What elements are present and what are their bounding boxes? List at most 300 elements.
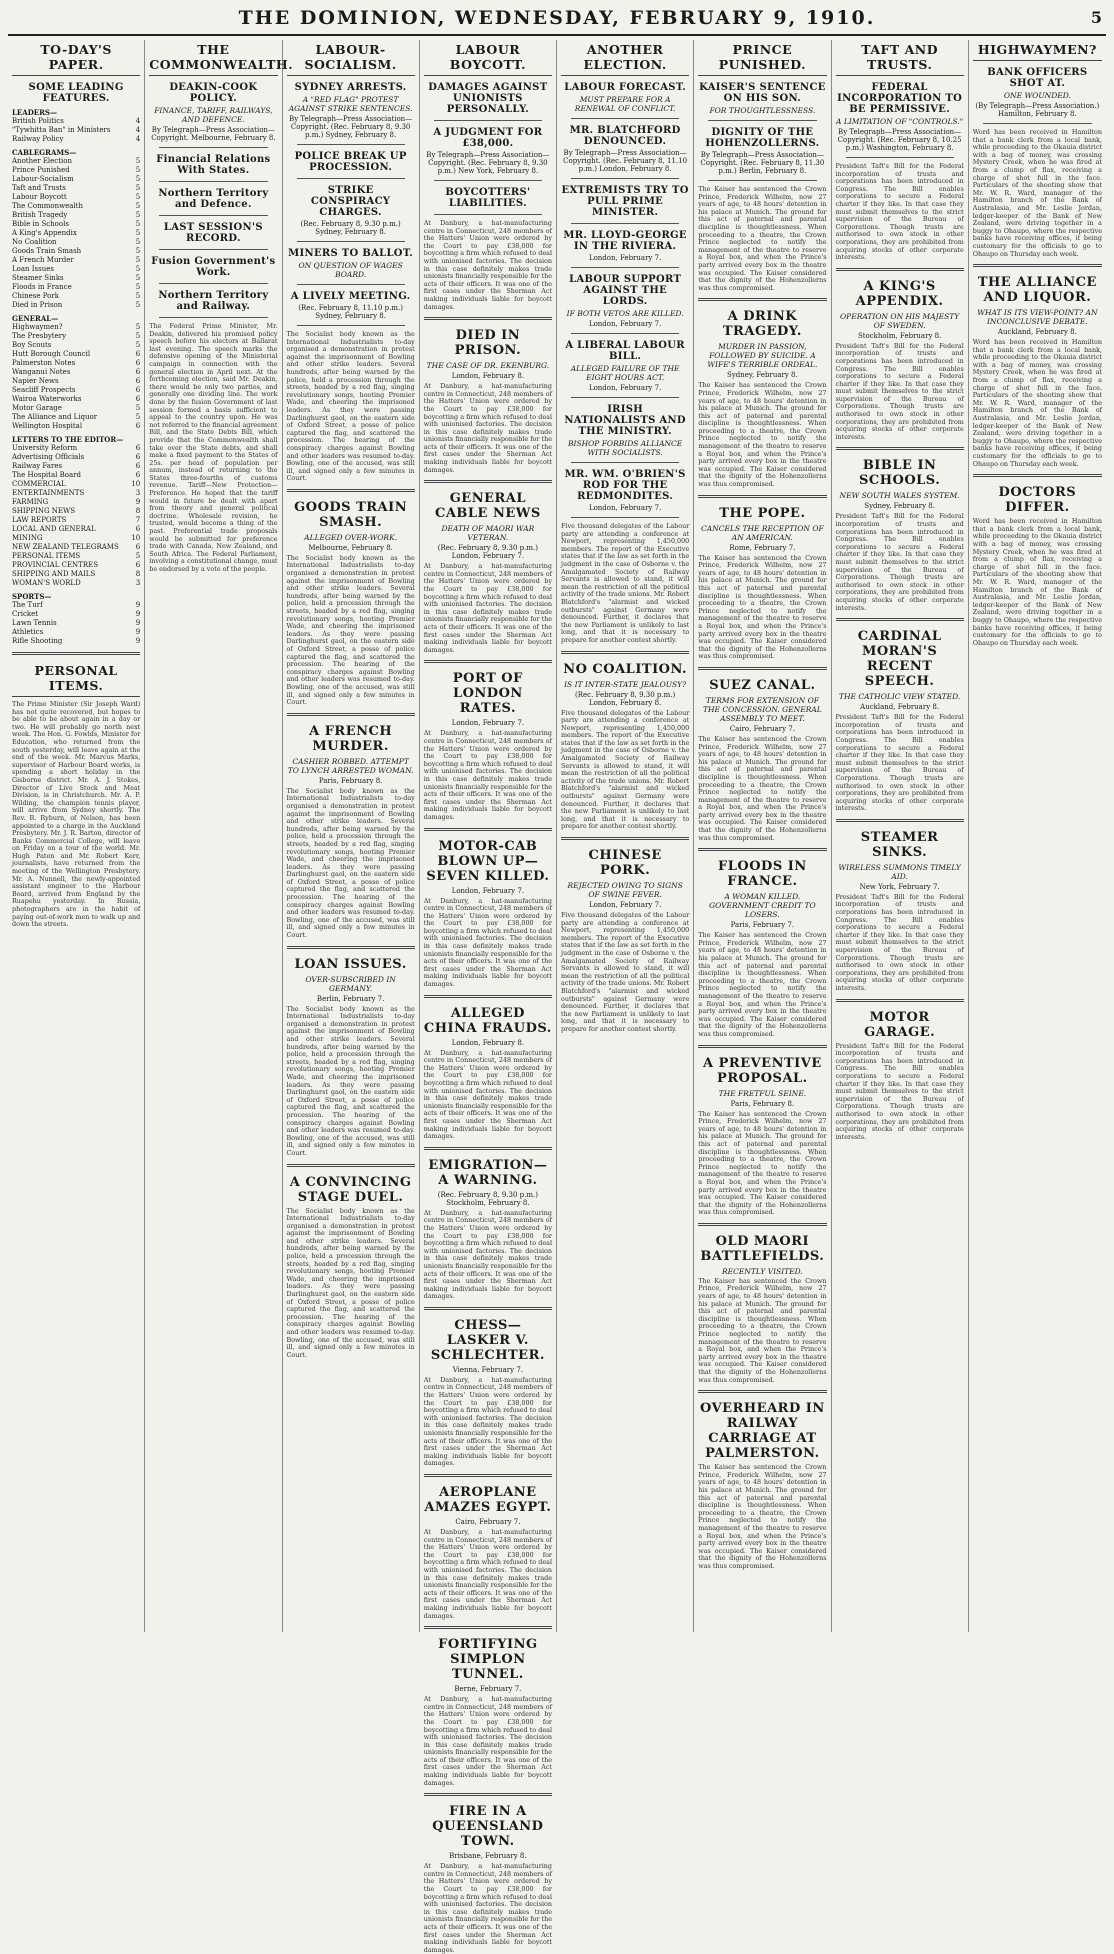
index-entry-label: NEW ZEALAND TELEGRAMS [12, 543, 119, 551]
article-body-continued: The Socialist body known as the International Industrialists to-day organised a demonstration in protest against the imprisonment of Bowling and other strike leaders. Several hundreds, after being warned by the police, held a procession through the streets, headed by a red flag, singing revolutionary songs, hooting Premier Wade, and cheering the imprisoned leaders. As they were passing Darlinghurst gaol, on the eastern side of Oxford Street, a posse of police captured the flag, and scattered the procession. The hearing of the conspiracy charges against Bowling and other leaders was resumed to-day. Bowling, one of the accused, was still ill, and signed only a few minutes in Court. [286, 786, 415, 940]
story-headline: Northern Territory and Defence. [158, 188, 269, 210]
story-headline-large: DIED IN PRISON. [454, 328, 522, 359]
divider [698, 667, 826, 670]
index-entry-label: FARMING [12, 498, 49, 506]
story-dateline: Vienna, February 7. [452, 1365, 524, 1374]
column-headline: LABOUR BOYCOTT. [424, 40, 552, 76]
divider [287, 489, 415, 492]
feature-index [12, 108, 140, 646]
story-subheading: OVER-SUBSCRIBED IN GERMANY. [305, 974, 396, 993]
column-headline: TO-DAY'S PAPER. [12, 40, 140, 76]
index-entry-page: 5 [135, 265, 141, 273]
divider [836, 268, 964, 271]
divider [698, 848, 826, 851]
story-headline: STRIKE CONSPIRACY CHARGES. [310, 185, 391, 218]
story-subheading: IF BOTH VETOS ARE KILLED. [566, 309, 684, 318]
divider [571, 267, 679, 268]
index-entry-page: 9 [135, 637, 141, 645]
divider [287, 713, 415, 716]
story-headline: Financial Relations With States. [156, 154, 271, 176]
index-entry-page: 5 [135, 323, 141, 331]
story-dateline: Berne, February 7. [454, 1685, 522, 1694]
column-headline: THE COMMONWEALTH. [149, 40, 277, 76]
index-entry-page: 5 [135, 166, 141, 174]
index-entry-label: Athletics [12, 628, 44, 636]
index-entry [12, 247, 140, 256]
article-body: President Taft's Bill for the Federal incorporation of trusts and corporations has been introduced in Congress. The Bill enables corporations to secure a Federal charter if they like. In that case they must submit themselves to the strict supervision of the Bureau of Corporations. Though trusts are authorised to own stock in other corporations, they are prohibited from acquiring stocks of other corporate interests. [835, 162, 964, 262]
column-headline: PRINCE PUNISHED. [698, 40, 826, 76]
index-entry-page: 9 [135, 628, 141, 636]
index-entry [12, 525, 140, 534]
divider [846, 157, 954, 158]
index-entry-label: Floods in France [12, 283, 72, 291]
story-dateline: Cairo, February 7. [729, 724, 795, 733]
story-subheading: WHAT IS ITS VIEW-POINT? AN INCONCLUSIVE DEBATE. [977, 308, 1098, 327]
divider [973, 474, 1102, 477]
divider [424, 1793, 552, 1796]
index-entry [12, 601, 140, 610]
index-section-heading: LETTERS TO THE EDITOR— [12, 435, 124, 444]
divider [561, 837, 689, 840]
story-headline-large: MOTOR GARAGE. [864, 1009, 936, 1040]
index-entry [12, 507, 140, 516]
index-entry-page: 5 [135, 283, 141, 291]
index-section-heading: GENERAL— [12, 314, 59, 323]
index-entry [12, 211, 140, 220]
story-headline: DIGNITY OF THE HOHENZOLLERNS. [705, 127, 820, 149]
story-headline-large: MOTOR-CAB BLOWN UP—SEVEN KILLED. [426, 838, 550, 884]
divider [424, 1147, 552, 1150]
index-entry-label: Napier News [12, 377, 59, 385]
story-subheading: ONE WOUNDED. [1003, 91, 1071, 100]
index-entry-label: ENTERTAINMENTS [12, 489, 85, 497]
story-headline: MR. WM. O'BRIEN'S ROD FOR THE REDMONDITES. [564, 469, 686, 502]
article-body-continued: President Taft's Bill for the Federal incorporation of trusts and corporations has been introduced in Congress. The Bill enables corporations to secure a Federal charter if they like. In that case they must submit themselves to the strict supervision of the Bureau of Corporations. Though trusts are authorised to own stock in other corporations, they are prohibited from acquiring stocks of other corporate interests. [835, 1041, 964, 1141]
divider [287, 1164, 415, 1167]
index-section-heading: CABLEGRAMS— [12, 148, 77, 157]
divider [434, 180, 542, 181]
column-2 [145, 40, 294, 1632]
index-entry [12, 332, 140, 341]
index-entry [12, 229, 140, 238]
story-headline-large: A CONVINCING STAGE DUEL. [289, 1174, 412, 1205]
story-dateline: London, February 8. [451, 1038, 525, 1047]
article-body-continued: At Danbury, a hat-manufacturing centre in Connecticut, 248 members of the Hatters' Union were ordered by the Court to pay £38,000 for boycotting a firm which refused to deal with unionised factories. The decision in this case definitely makes trade unionists financially responsible for the acts of their officers. It was one of the first cases under the Sherman Act making individuals liable for boycott damages. [423, 729, 552, 821]
story-subheading: THE CASE OF DR. EKENBURG. [426, 361, 550, 371]
index-entry [12, 579, 140, 588]
divider [698, 1223, 826, 1226]
divider [424, 995, 552, 998]
divider [159, 249, 267, 250]
index-entry-page: 6 [135, 422, 141, 430]
article-body-continued: The Kaiser has sentenced the Crown Prince, Frederick Wilhelm, now 27 years of age, to 48 hours' detention in his palace at Munich. The ground for this act of paternal and parental discipline is thoughtlessness. When proceeding to a theatre, the Crown Prince neglected to notify the management of the theatre to reserve a Royal box, and when the Prince's party arrived every box in the theatre was occupied. The Kaiser considered that the dignity of the Hohenzollerns was thus compromised. [698, 381, 827, 489]
divider [159, 283, 267, 284]
divider [424, 480, 552, 483]
divider [297, 284, 405, 285]
index-entry-label: The Turf [12, 601, 43, 609]
story-dateline: Sydney, February 8. [727, 371, 798, 380]
story-subheading: MUST PREPARE FOR A RENEWAL OF CONFLICT. [574, 95, 676, 113]
index-entry [12, 350, 140, 359]
article-body: Word has been received in Hamilton that a bank clerk from a local bank, while proceeding to the Okauia district with a bag of money, was crossing Mystery Creek, when he was fired at from a clump of flax, receiving a charge of shot full in the face. Particulars of the shooting show that Mr. W. R. Ward, manager of the Hamilton branch of the Bank of Australasia, and Mr. Leslie Jordan, ledger-keeper of the Bank of New Zealand, were driving together in a buggy to Ohaupo, where the respective banks have receiving offices, it being customary for the officials to go to Ohaupo on Thursday each week. [972, 128, 1102, 258]
page-number: 5 [1090, 8, 1102, 27]
index-entry-page: 6 [135, 368, 141, 376]
index-entry-label: Chinese Pork [12, 292, 59, 300]
index-entry [12, 157, 140, 166]
story-headline-large: BIBLE IN SCHOOLS. [858, 458, 941, 489]
index-entry-label: Another Election [12, 157, 72, 165]
index-entry-page: 6 [135, 471, 141, 479]
index-entry-label: Railway Policy [12, 135, 64, 143]
index-entry-label: "Tywhitta Ban" in Ministers [12, 126, 111, 134]
index-entry-label: Prince Punished [12, 166, 70, 174]
index-entry [12, 184, 140, 193]
article-body-continued: The Kaiser has sentenced the Crown Prince, Frederick Wilhelm, now 27 years of age, to 48 hours' detention in his palace at Munich. The ground for this act of paternal and parental discipline is thoughtlessness. When proceeding to a theatre, the Crown Prince neglected to notify the management of the theatre to reserve a Royal box, and when the Prince's party arrived every box in the theatre was occupied. The Kaiser considered that the dignity of the Hohenzollerns was thus compromised. [698, 1463, 827, 1570]
index-entry-label: Labour Boycott [12, 193, 67, 201]
story-dateline: London, February 7. [588, 254, 662, 262]
divider [424, 660, 552, 663]
article-body-continued: The Socialist body known as the International Industrialists to-day organised a demonstration in protest against the imprisonment of Bowling and other strike leaders. Several hundreds, after being warned by the police, held a procession through the streets, headed by a red flag, singing revolutionary songs, hooting Premier Wade, and cheering the imprisoned leaders. As they were passing Darlinghurst gaol, on the eastern side of Oxford Street, a posse of police captured the flag, and scattered the procession. The hearing of the conspiracy charges against Bowling and other leaders was resumed to-day. Bowling, one of the accused, was still ill, and signed only a few minutes in Court. [286, 553, 415, 707]
story-dateline: Melbourne, February 8. [308, 543, 393, 552]
story-dateline: By Telegraph—Press Association—Copyright. (Rec. February 8, 11.10 p.m.) London, February 8. [563, 149, 688, 173]
story-headline-large: ALLEGED CHINA FRAUDS. [423, 1005, 552, 1036]
index-entry-page: 5 [135, 301, 141, 309]
index-entry [12, 480, 140, 489]
article-body-continued: At Danbury, a hat-manufacturing centre in Connecticut, 248 members of the Hatters' Union were ordered by the Court to pay £38,000 for boycotting a firm which refused to deal with unionised factories. The decision in this case definitely makes trade unionists financially responsible for the acts of their officers. It was one of the first cases under the Sherman Act making individuals liable for boycott damages. [423, 562, 552, 654]
story-dateline: Stockholm, February 8. [857, 331, 942, 340]
index-entry [12, 265, 140, 274]
article-body-continued: The Kaiser has sentenced the Crown Prince, Frederick Wilhelm, now 27 years of age, to 48 hours' detention in his palace at Munich. The ground for this act of paternal and parental discipline is thoughtlessness. When proceeding to a theatre, the Crown Prince neglected to notify the management of the theatre to reserve a Royal box, and when the Prince's party arrived every box in the theatre was occupied. The Kaiser considered that the dignity of the Hohenzollerns was thus compromised. [698, 553, 827, 661]
index-entry [12, 534, 140, 543]
index-entry-page: 10 [131, 480, 141, 488]
story-headline-large: CHINESE PORK. [588, 848, 662, 878]
index-entry-page: 5 [135, 184, 141, 192]
index-entry-page: 5 [135, 202, 141, 210]
index-entry-page: 9 [135, 619, 141, 627]
story-dateline: London, February 7. [451, 886, 525, 895]
column-8 [969, 40, 1106, 1632]
index-entry-page: 6 [135, 525, 141, 533]
story-headline: LABOUR FORECAST. [564, 82, 687, 93]
index-entry-page: 6 [135, 359, 141, 367]
story-subheading: TERMS FOR EXTENSION OF THE CONCESSION. GENERAL ASSEMBLY TO MEET. [703, 695, 822, 723]
index-entry-label: PERSONAL ITEMS [12, 552, 81, 560]
story-headline-large: DOCTORS DIFFER. [998, 485, 1077, 516]
story-subheading: CANCELS THE RECEPTION OF AN AMERICAN. [701, 523, 824, 542]
story-subheading: BISHOP FORBIDS ALLIANCE WITH SOCIALISTS. [567, 439, 683, 457]
story-dateline: (Rec. February 8, 11.10 p.m.) Sydney, February 8. [298, 304, 403, 320]
index-entry-label: SHIPPING NEWS [12, 507, 76, 515]
story-subheading: A "RED FLAG" PROTEST AGAINST STRIKE SENTENCES. [288, 95, 413, 113]
story-headline: KAISER'S SENTENCE ON HIS SON. [699, 82, 826, 104]
divider [708, 120, 816, 121]
index-entry [12, 516, 140, 525]
index-entry-label: Railway Fares [12, 462, 63, 470]
divider [571, 118, 679, 119]
index-entry-page: 5 [135, 404, 141, 412]
index-entry-page: 5 [135, 229, 141, 237]
story-subheading: A WOMAN KILLED. GOVERNMENT CREDIT TO LOSERS. [709, 892, 816, 920]
article-body-continued: Five thousand delegates of the Labour party are attending a conference at Newport, representing 1,450,000 members. The report of the Executive states that if the law as set forth in the judgment in the case of Osborne v. the Amalgamated Society of Railway Servants is allowed to stand, it will mean the restriction of all the political activity of the trade unions. Mr. Robert Blatchford's "alarmist and wicked outbursts" against Germany were denounced. Further, it declares that the new Parliament is unlikely to last long, and that it is necessary to prepare for another contest shortly. [561, 708, 690, 831]
index-entry [12, 471, 140, 480]
article-body: The Federal Prime Minister, Mr. Deakin, delivered his promised policy speech before his electors at Ballarat last evening. The speech marks the defensive opening of the Ministerial campaign in connection with the general election in April next. At the forthcoming election, said Mr. Deakin, there would be only two parties, and generally one dividing line. The work done by the fusion Government of last session formed a basis sufficient to appeal to the country upon. He was not referred to the financial agreement Bill, and the State Debts Bill, which provide that the Commonwealth shall take over the State debts, and shall make a fixed payment to the States of 25s. per head of population per annum, instead of returning to the States three-fourths of customs revenue. Tariff—New Protection—Preference. He hoped that the tariff would in future be dealt with apart from theory and general political doctrine. Wholesale revision, he trusted, would become a thing of the past. Preferential trade proposals would be submitted for preference trade with Canada, New Zealand, and South Africa. The Federal Parliament, involving a constitutional change, must be endorsed by a vote of the people. [149, 322, 278, 573]
index-entry-label: A French Murder [12, 256, 74, 264]
story-dateline: Auckland, February 8. [997, 328, 1077, 337]
article-body-continued: President Taft's Bill for the Federal incorporation of trusts and corporations has been introduced in Congress. The Bill enables corporations to secure a Federal charter if they like. In that case they must submit themselves to the strict supervision of the Bureau of Corporations. Though trusts are authorised to own stock in other corporations, they are prohibited from acquiring stocks of other corporate interests. [835, 341, 964, 441]
column-4 [420, 40, 557, 1954]
index-entry [12, 323, 140, 332]
index-entry [12, 453, 140, 462]
story-dateline: (Rec. February 8, 9.30 p.m.) London, February 8. [575, 690, 676, 707]
article-body: The Kaiser has sentenced the Crown Prince, Frederick Wilhelm, now 27 years of age, to 48 hours' detention in his palace at Munich. The ground for this act of paternal and parental discipline is thoughtlessness. When proceeding to a theatre, the Crown Prince neglected to notify the management of the theatre to reserve a Royal box, and when the Prince's party arrived every box in the theatre was occupied. The Kaiser considered that the dignity of the Hohenzollerns was thus compromised. [698, 185, 827, 292]
story-headline: POLICE BREAK UP PROCESSION. [294, 151, 407, 173]
index-entry [12, 368, 140, 377]
divider [571, 462, 679, 463]
index-entry [12, 552, 140, 561]
index-entry-page: 5 [135, 193, 141, 201]
story-dateline: London, February 7. [588, 384, 662, 392]
article-body-continued: The Kaiser has sentenced the Crown Prince, Frederick Wilhelm, now 27 years of age, to 48 hours' detention in his palace at Munich. The ground for this act of paternal and parental discipline is thoughtlessness. When proceeding to a theatre, the Crown Prince neglected to notify the management of the theatre to reserve a Royal box, and when the Prince's party arrived every box in the theatre was occupied. The Kaiser considered that the dignity of the Hohenzollerns was thus compromised. [698, 734, 827, 842]
divider [424, 1474, 552, 1477]
index-entry-page: 5 [135, 238, 141, 246]
article-body-continued: The Kaiser has sentenced the Crown Prince, Frederick Wilhelm, now 27 years of age, to 48 hours' detention in his palace at Munich. The ground for this act of paternal and parental discipline is thoughtlessness. When proceeding to a theatre, the Crown Prince neglected to notify the management of the theatre to reserve a Royal box, and when the Prince's party arrived every box in the theatre was occupied. The Kaiser considered that the dignity of the Hohenzollerns was thus compromised. [698, 931, 827, 1038]
index-entry [12, 193, 140, 202]
index-entry-label: Loan Issues [12, 265, 54, 273]
divider [12, 652, 140, 655]
section-headline: PERSONAL ITEMS. [12, 661, 140, 697]
index-entry [12, 498, 140, 507]
story-headline: BANK OFFICERS SHOT AT. [987, 67, 1088, 89]
story-dateline: By Telegraph—Press Association—Copyright. (Rec. February 8, 9.30 p.m.) New York, February 8. [426, 151, 550, 175]
story-headline-large: A DRINK TRAGEDY. [722, 309, 802, 340]
story-subheading: THE FRETFUL SEINE. [718, 1088, 807, 1098]
story-subheading: DEATH OF MAORI WAR VETERAN. [441, 524, 535, 543]
column-5 [557, 40, 694, 1632]
story-headline: A LIVELY MEETING. [290, 291, 411, 302]
index-entry-label: Taft and Trusts [12, 184, 66, 192]
index-entry [12, 570, 140, 579]
column-3 [283, 40, 420, 1632]
story-headline-large: SUEZ CANAL. [709, 677, 816, 693]
index-entry [12, 166, 140, 175]
index-entry-page: 5 [135, 413, 141, 421]
index-entry-page: 5 [135, 292, 141, 300]
story-headline-large: THE POPE. [719, 505, 806, 521]
story-dateline: London, February 7. [588, 901, 662, 909]
index-entry-page: 3 [135, 489, 141, 497]
story-dateline: Paris, February 8. [730, 1099, 795, 1108]
divider [973, 264, 1102, 267]
divider [571, 397, 679, 398]
article-body-continued: At Danbury, a hat-manufacturing centre in Connecticut, 248 members of the Hatters' Union were ordered by the Court to pay £38,000 for boycotting a firm which refused to deal with unionised factories. The decision in this case definitely makes trade unionists financially responsible for the acts of their officers. It was one of the first cases under the Sherman Act making individuals liable for boycott damages. [423, 1208, 552, 1301]
newspaper-columns [8, 40, 1106, 1954]
divider [561, 651, 689, 654]
story-subheading: ALLEGED OVER-WORK. [304, 532, 398, 542]
index-entry-label: Bible in Schools [12, 220, 69, 228]
story-headline: BOYCOTTERS' LIABILITIES. [445, 187, 531, 209]
column-7 [832, 40, 969, 1632]
divider [571, 333, 679, 334]
index-entry-page: 5 [135, 552, 141, 560]
index-entry-page: 7 [135, 516, 141, 524]
index-entry-page: 6 [135, 395, 141, 403]
article-body-continued: The Socialist body known as the International Industrialists to-day organised a demonstration in protest against the imprisonment of Bowling and other strike leaders. Several hundreds, after being warned by the police, held a procession through the streets, headed by a red flag, singing revolutionary songs, hooting Premier Wade, and cheering the imprisoned leaders. As they were passing Darlinghurst gaol, on the eastern side of Oxford Street, a posse of police captured the flag, and scattered the procession. The hearing of the conspiracy charges against Bowling and other leaders was resumed to-day. Bowling, one of the accused, was still ill, and signed only a few minutes in Court. [286, 1206, 415, 1359]
index-entry-page: 9 [135, 601, 141, 609]
story-headline-large: NO COALITION. [563, 661, 688, 677]
story-headline-large: FIRE IN A QUEENSLAND TOWN. [432, 1804, 544, 1850]
index-entry-page: 10 [131, 534, 141, 542]
index-entry-label: Cricket [12, 610, 39, 618]
article-body: The Prime Minister (Sir Joseph Ward) has not quite recovered, but hopes to be able to be about again in a day or two. He will probably go north next week. The Hon. G. Fowlds, Minister for Education, who returned from the south yesterday, will leave again at the end of the week. Mr. Marcus Marks, supervisor of Harbour Board works, is spending a short holiday in the Gisborne district. Mr. A. J. Stokes, Director of Live Stock and Meat Division, is in Christchurch. Mr. A. P. Wilding, the champion tennis player, will arrive from Sydney shortly. The Rev. R. Ryburn, of Nelson, has been appointed to a charge in the Auckland Presbytery. Mr. J. R. Barton, director of Banks Commercial College, will leave on Friday on a tour of the world. Mr. Hugh Paton and Mr. Robert Kerr, journalists, have returned from the meeting of the Wellington Presbytery. Mr. A. Nunnell, the newly-appointed assistant engineer to the Harbour Board, arrived from England by the Ruapehu yesterday. In Russia, photographers are in the habit of paying out-of-work men to walk up and down the streets. [12, 700, 141, 929]
index-entry [12, 386, 140, 395]
story-headline: Fusion Government's Work. [151, 256, 276, 278]
divider [708, 180, 816, 181]
story-dateline: Brisbane, February 8. [449, 1852, 527, 1861]
index-entry [12, 637, 140, 646]
index-entry-label: Steamer Sinks [12, 274, 64, 282]
story-headline: IRISH NATIONALISTS AND THE MINISTRY. [564, 404, 686, 437]
index-entry-label: COMMERCIAL [12, 480, 66, 488]
story-headline-large: PORT OF LONDON RATES. [452, 671, 523, 717]
article-body-continued: Word has been received in Hamilton that a bank clerk from a local bank, while proceeding to the Okauia district with a bag of money, was crossing Mystery Creek, when he was fired at from a clump of flax, receiving a charge of shot full in the face. Particulars of the shooting show that Mr. W. R. Ward, manager of the Hamilton branch of the Bank of Australasia, and Mr. Leslie Jordan, ledger-keeper of the Bank of New Zealand, were driving together in a buggy to Ohaupo, where the respective banks have receiving offices, it being customary for the officials to go to Ohaupo on Thursday each week. [972, 338, 1102, 468]
index-entry-label: LOCAL AND GENERAL [12, 525, 96, 533]
story-dateline: (Rec. February 8, 9.30 p.m.) London, February 7. [437, 544, 538, 561]
index-section-heading: LEADERS— [12, 108, 57, 117]
index-entry-page: 5 [135, 175, 141, 183]
index-entry [12, 256, 140, 265]
divider [836, 819, 964, 822]
index-entry-page: 5 [135, 274, 141, 282]
index-entry-page: 6 [135, 350, 141, 358]
story-dateline: Berlin, February 7. [316, 994, 385, 1003]
story-dateline: By Telegraph—Press Association—Copyright. Melbourne, February 8. [151, 126, 276, 142]
story-headline-large: GOODS TRAIN SMASH. [294, 499, 408, 530]
index-entry-label: LAW REPORTS [12, 516, 67, 524]
story-headline-large: A PREVENTIVE PROPOSAL. [703, 1055, 822, 1086]
story-headline-large: LOAN ISSUES. [294, 956, 407, 972]
index-entry [12, 404, 140, 413]
index-entry [12, 462, 140, 471]
divider [836, 447, 964, 450]
divider [297, 325, 405, 326]
article-body-continued: At Danbury, a hat-manufacturing centre in Connecticut, 248 members of the Hatters' Union were ordered by the Court to pay £38,000 for boycotting a firm which refused to deal with unionised factories. The decision in this case definitely makes trade unionists financially responsible for the acts of their officers. It was one of the first cases under the Sherman Act making individuals liable for boycott damages. [423, 1528, 552, 1620]
index-entry-label: Advertising Officials [12, 453, 85, 461]
story-subheading: ON QUESTION OF WAGES BOARD. [298, 261, 403, 279]
column-headline: HIGHWAYMEN? [973, 40, 1102, 61]
story-headline-large: EMIGRATION—A WARNING. [428, 1157, 548, 1188]
story-headline-large: STEAMER SINKS. [860, 829, 939, 860]
index-entry [12, 238, 140, 247]
story-subheading: FINANCE, TARIFF, RAILWAYS, AND DEFENCE. [154, 106, 273, 124]
divider [297, 178, 405, 179]
article-body: Five thousand delegates of the Labour party are attending a conference at Newport, representing 1,450,000 members. The report of the Executive states that if the law as set forth in the judgment in the case of Osborne v. the Amalgamated Society of Railway Servants is allowed to stand, it will mean the restriction of all the political activity of the trade unions. Mr. Robert Blatchford's "alarmist and wicked outbursts" against Germany were denounced. Further, it declares that the new Parliament is unlikely to last long, and that it is necessary to prepare for another contest shortly. [561, 522, 690, 644]
index-entry-label: Wellington Hospital [12, 422, 83, 430]
index-entry [12, 628, 140, 637]
article-body: The Socialist body known as the International Industrialists to-day organised a demonstration in protest against the imprisonment of Bowling and other strike leaders. Several hundreds, after being warned by the police, held a procession through the streets, headed by a red flag, singing revolutionary songs, hooting Premier Wade, and cheering the imprisoned leaders. As they were passing Darlinghurst gaol, on the eastern side of Oxford Street, a posse of police captured the flag, and scattered the procession. The hearing of the conspiracy charges against Bowling and other leaders was resumed to-day. Bowling, one of the accused, was still ill, and signed only a few minutes in Court. [286, 330, 415, 483]
story-headline: MINERS TO BALLOT. [288, 248, 414, 259]
index-entry-page: 5 [135, 220, 141, 228]
article-body-continued: At Danbury, a hat-manufacturing centre in Connecticut, 248 members of the Hatters' Union were ordered by the Court to pay £38,000 for boycotting a firm which refused to deal with unionised factories. The decision in this case definitely makes trade unionists financially responsible for the acts of their officers. It was one of the first cases under the Sherman Act making individuals liable for boycott damages. [423, 382, 552, 474]
article-body-continued: Five thousand delegates of the Labour party are attending a conference at Newport, representing 1,450,000 members. The report of the Executive states that if the law as set forth in the judgment in the case of Osborne v. the Amalgamated Society of Railway Servants is allowed to stand, it will mean the restriction of all the political activity of the trade unions. Mr. Robert Blatchford's "alarmist and wicked outbursts" against Germany were denounced. Further, it declares that the new Parliament is unlikely to last long, and that it is necessary to prepare for another contest shortly. [561, 911, 690, 1033]
index-entry [12, 561, 140, 570]
article-body-continued: At Danbury, a hat-manufacturing centre in Connecticut, 248 members of the Hatters' Union were ordered by the Court to pay £38,000 for boycotting a firm which refused to deal with unionised factories. The decision in this case definitely makes trade unionists financially responsible for the acts of their officers. It was one of the first cases under the Sherman Act making individuals liable for boycott damages. [423, 896, 552, 989]
story-subheading: MURDER IN PASSION, FOLLOWED BY SUICIDE. A WIFE'S TERRIBLE ORDEAL. [707, 342, 818, 370]
story-headline: MR. BLATCHFORD DENOUNCED. [569, 125, 681, 147]
index-entry-label: No Coalition [12, 238, 57, 246]
index-entry [12, 175, 140, 184]
index-section-heading: SPORTS— [12, 592, 52, 601]
column-1 [8, 40, 145, 1632]
story-headline-large: CARDINAL MORAN'S RECENT SPEECH. [857, 629, 942, 690]
index-entry-label: Wanganui Notes [12, 368, 71, 376]
index-entry-page: 5 [135, 247, 141, 255]
index-entry [12, 610, 140, 619]
index-entry [12, 341, 140, 350]
story-headline-large: AEROPLANE AMAZES EGYPT. [424, 1485, 552, 1515]
story-headline-large: FLOODS IN FRANCE. [718, 859, 807, 890]
divider [983, 123, 1092, 124]
divider [297, 144, 405, 145]
story-headline: A JUDGMENT FOR £38,000. [433, 127, 543, 149]
index-entry-label: British Politics [12, 117, 64, 125]
story-headline: DAMAGES AGAINST UNIONISTS PERSONALLY. [428, 82, 548, 115]
column-headline: ANOTHER ELECTION. [561, 40, 689, 76]
story-headline-large: A KING'S APPENDIX. [855, 278, 944, 309]
story-subheading: RECENTLY VISITED. [721, 1266, 803, 1276]
story-headline: A LIBERAL LABOUR BILL. [565, 340, 685, 362]
divider [836, 618, 964, 621]
index-entry [12, 543, 140, 552]
story-subheading: ALLEGED FAILURE OF THE EIGHT HOURS ACT. [570, 364, 680, 382]
article-body-continued: President Taft's Bill for the Federal incorporation of trusts and corporations has been introduced in Congress. The Bill enables corporations to secure a Federal charter if they like. In that case they must submit themselves to the strict supervision of the Bureau of Corporations. Though trusts are authorised to own stock in other corporations, they are prohibited from acquiring stocks of other corporate interests. [835, 512, 964, 612]
index-entry-page: 5 [135, 332, 141, 340]
story-subheading: OPERATION ON HIS MAJESTY OF SWEDEN. [840, 311, 960, 330]
story-subheading: FOR THOUGHTLESSNESS. [709, 106, 816, 115]
index-entry-label: Goods Train Smash [12, 247, 82, 255]
index-entry-label: Rifle Shooting [12, 637, 63, 645]
article-body-continued: The Kaiser has sentenced the Crown Prince, Frederick Wilhelm, now 27 years of age, to 48 hours' detention in his palace at Munich. The ground for this act of paternal and parental discipline is thoughtlessness. When proceeding to a theatre, the Crown Prince neglected to notify the management of the theatre to reserve a Royal box, and when the Prince's party arrived every box in the theatre was occupied. The Kaiser considered that the dignity of the Hohenzollerns was thus compromised. [698, 1109, 827, 1217]
divider [434, 214, 542, 215]
story-subheading: REJECTED OWING TO SIGNS OF SWINE FEVER. [567, 881, 683, 899]
story-subheading: THE CATHOLIC VIEW STATED. [839, 692, 961, 702]
index-entry-label: Hutt Borough Council [12, 350, 91, 358]
index-entry-label: The Presbytery [12, 332, 67, 340]
index-entry-label: Wairoa Waterworks [12, 395, 82, 403]
index-entry-page: 6 [135, 386, 141, 394]
story-subheading: IS IT INTER-STATE JEALOUSY? [564, 679, 687, 689]
article-body-continued: At Danbury, a hat-manufacturing centre in Connecticut, 248 members of the Hatters' Union were ordered by the Court to pay £38,000 for boycotting a firm which refused to deal with unionised factories. The decision in this case definitely makes trade unionists financially responsible for the acts of their officers. It was one of the first cases under the Sherman Act making individuals liable for boycott damages. [423, 1375, 552, 1468]
index-entry-page: 4 [135, 117, 141, 125]
story-headline: DEAKIN-COOK POLICY. [169, 82, 258, 104]
divider [424, 1626, 552, 1629]
story-headline: FEDERAL INCORPORATION TO BE PERMISSIVE. [837, 82, 963, 115]
story-dateline: (Rec. February 8, 9.30 p.m.) Stockholm, February 8. [437, 1190, 538, 1207]
story-subheading: NEW SOUTH WALES SYSTEM. [839, 491, 960, 501]
divider [159, 215, 267, 216]
index-entry [12, 283, 140, 292]
index-title: SOME LEADING FEATURES. [28, 82, 124, 104]
index-entry-page: 5 [135, 211, 141, 219]
story-subheading: WIRELESS SUMMONS TIMELY AID. [838, 862, 961, 881]
divider [434, 120, 542, 121]
index-entry [12, 117, 140, 126]
index-entry-label: PROVINCIAL CENTRES [12, 561, 99, 569]
index-entry-page: 4 [135, 135, 141, 143]
index-entry-page: 5 [135, 157, 141, 165]
index-entry [12, 619, 140, 628]
story-headline-large: CHESS—LASKER V. SCHLECHTER. [430, 1317, 545, 1363]
index-entry-label: Motor Garage [12, 404, 62, 412]
